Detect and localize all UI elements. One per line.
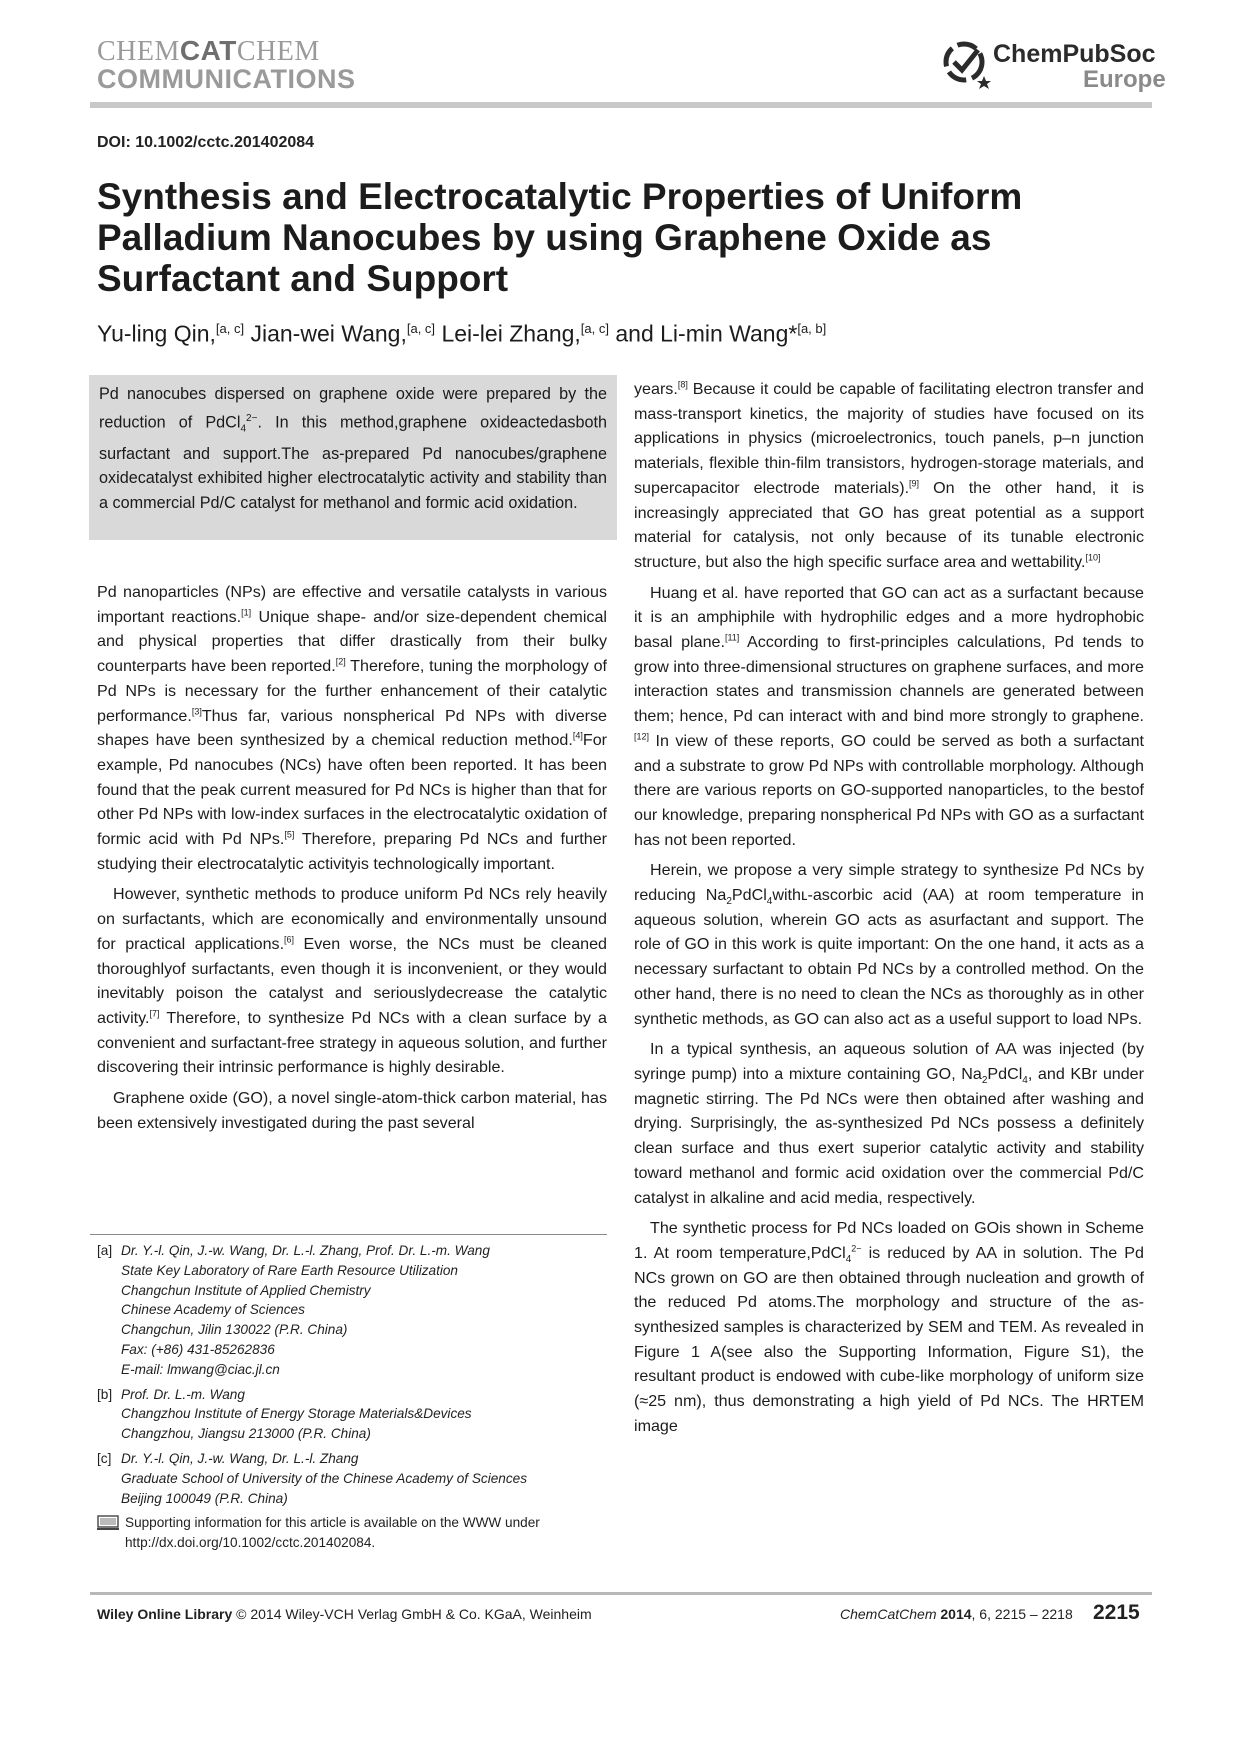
citation: [4] bbox=[572, 730, 583, 741]
supporting-information-note: Supporting information for this article is available on the WWW under http://dx.doi.org/10.1002/cctc.201402084. bbox=[97, 1513, 607, 1553]
page-number: 2215 bbox=[1093, 1601, 1140, 1624]
author-affiliation: [a, c] bbox=[406, 321, 436, 336]
journal-name: CHEMCATCHEM bbox=[97, 35, 320, 67]
chempubsoc-logo-icon bbox=[940, 38, 992, 90]
author-affiliation: [a, c] bbox=[580, 321, 609, 336]
right-column bbox=[634, 377, 1144, 1439]
author-name: Lei-lei Zhang, bbox=[441, 320, 581, 347]
citation: [2] bbox=[335, 656, 346, 667]
paragraph: However, synthetic methods to produce uniform Pd NCs rely heavily on surfactants, which are economically and environmentally unsound for practical applications.[6] Even worse, the NCs must be cleaned thoroughlyof surfactants, even though it is inconvenient, or they would inevitably poison the catalyst and seriouslydecrease the catalytic activity.[7] Therefore, to synthesize Pd NCs with a clean surface by a convenient and surfactant-free strategy in aqueous solution, and further discovering their intrinsic performance is highly desirable. bbox=[97, 885, 607, 1077]
citation: [6] bbox=[284, 934, 295, 945]
citation: [11] bbox=[724, 632, 740, 643]
footnote-key: [a] bbox=[97, 1243, 113, 1258]
paragraph: In a typical synthesis, an aqueous solution of AA was injected (by syringe pump) into a mixture containing GO, $Na_2PdCl_4$, and KBr under magnetic stirring. The Pd NCs were then obtained after washing and drying. Surprisingly, the as-synthesized Pd NCs possess a definitely clean surface and thus exert superior catalytic activity and stability toward methanol and formic acid oxidation over the commercial Pd/C catalyst in alkaline and acid media, respectively. bbox=[634, 1040, 1144, 1207]
wiley-online-library-link[interactable]: Wiley Online Library bbox=[97, 1606, 233, 1622]
paragraph: Herein, we propose a very simple strategy to synthesize Pd NCs by reducing $Na_2PdCl_4withʟ$-ascorbic acid (AA) at room temperature in aqueous solution, wherein GO acts as asurfactant and support. The role of GO in this work is quite important: On the one hand, it acts as a necessary surfactant to obtain Pd NCs by a controlled method. On the other hand, there is no need to clean the NCs as thoroughly as in other synthetic methods, as GO can also act as a useful support to load NPs. bbox=[634, 861, 1144, 1028]
author-affiliation: [a, b] bbox=[797, 321, 827, 336]
publisher-sub: Europe bbox=[1083, 66, 1166, 93]
footnote-rule bbox=[90, 1234, 607, 1235]
footnote-key: [c] bbox=[97, 1450, 112, 1466]
supporting-info-link[interactable]: http://dx.doi.org/10.1002/cctc.201402084. bbox=[125, 1535, 376, 1551]
citation: [10] bbox=[1085, 552, 1101, 563]
abstract-text: Pd nanocubes dispersed on graphene oxide were prepared by the reduction of PdCl$_4^{2-}$. In this method,graphene oxideactedasboth surfactant and support.The as-prepared Pd nanocubes/graphene oxidecatalyst exhibited higher electrocatalytic activity and stability than a commercial Pd/C catalyst for methanol and formic acid oxidation. bbox=[99, 385, 607, 512]
header-rule bbox=[90, 102, 1152, 108]
citation: [12] bbox=[634, 731, 650, 742]
author-list bbox=[97, 314, 826, 349]
paragraph: Huang et al. have reported that GO can act as a surfactant because it is an amphiphile with hydrophilic edges and a more hydrophobic basal plane.[11] According to first-principles calculations, Pd tends to grow into three-dimensional structures on graphene surfaces, and more interaction states and transmission channels are generated between them; hence, Pd can interact with and bind more strongly to graphene.[12] In view of these reports, GO could be served as both a surfactant and a substrate to grow Pd NPs with controllable morphology. Although there are various reports on GO-supported nanoparticles, to the bestof our knowledge, preparing nonspherical Pd NPs with GO as a surfactant has not been reported. bbox=[634, 583, 1144, 849]
left-column bbox=[97, 580, 607, 1135]
abstract-box bbox=[89, 375, 617, 540]
footnote: [c] Dr. Y.-l. Qin, J.-w. Wang, Dr. L.-l. Zhang Graduate School of University of the Chinese Academy of Sciences Beijing 100049 (P.R. China) bbox=[97, 1449, 607, 1508]
paragraph: years.[8] Because it could be capable of facilitating electron transfer and mass-transport kinetics, the majority of studies have focused on its applications in physics (microelectronics, touch panels, p–n junction materials, flexible thin-film transistors, hydrogen-storage materials, and supercapacitor electrode materials).[9] On the other hand, it is increasingly appreciated that GO has great potential as a support material for catalysis, not only because of its tunable electronic structure, but also the high specific surface area and wettability.[10] bbox=[634, 379, 1145, 571]
citation: [7] bbox=[149, 1008, 160, 1019]
footnote: [b] Prof. Dr. L.-m. Wang Changzhou Institute of Energy Storage Materials&Devices Changzhou, Jiangsu 213000 (P.R. China) bbox=[97, 1385, 607, 1444]
doi: DOI: 10.1002/cctc.201402084 bbox=[97, 134, 315, 151]
author-affiliation: [a, c] bbox=[215, 321, 245, 336]
footer-citation: ChemCatChem 2014, 6, 2215 – 2218 bbox=[840, 1606, 1073, 1622]
publisher-name: ChemPubSoc bbox=[993, 40, 1156, 68]
citation: [9] bbox=[909, 478, 920, 489]
computer-icon bbox=[97, 1515, 119, 1531]
citation: [3] bbox=[191, 706, 202, 717]
footnotes bbox=[97, 1241, 607, 1553]
author-name: and Li-min Wang* bbox=[615, 320, 798, 347]
article-title: Synthesis and Electrocatalytic Properties of Uniform Palladium Nanocubes by using Graphene Oxide as Surfactant and Support bbox=[97, 176, 1023, 299]
paragraph: Pd nanoparticles (NPs) are effective and versatile catalysts in various important reactions.[1] Unique shape- and/or size-dependent chemical and physical properties that differ drastically from their bulky counterparts have been reported.[2] Therefore, tuning the morphology of Pd NPs is necessary for the further enhancement of their catalytic performance.[3]Thus far, various nonspherical Pd NPs with diverse shapes have been synthesized by a chemical reduction method.[4]For example, Pd nanocubes (NCs) have often been reported. It has been found that the peak current measured for Pd NCs is higher than that for other Pd NPs with low-index surfaces in the electrocatalytic oxidation of formic acid with Pd NPs.[5] Therefore, preparing Pd NCs and further studying their electrocatalytic activityis technologically important. bbox=[97, 583, 607, 873]
citation: [8] bbox=[677, 379, 688, 390]
author-name: Jian-wei Wang, bbox=[250, 320, 407, 347]
footer-copyright: Wiley Online Library © 2014 Wiley-VCH Verlag GmbH & Co. KGaA, Weinheim bbox=[97, 1606, 592, 1622]
paragraph: The synthetic process for Pd NCs loaded on GOis shown in Scheme 1. At room temperature,PdCl$_4^{2-}$ is reduced by AA in solution. The Pd NCs grown on GO are then obtained through nucleation and growth of the reduced Pd atoms.The morphology and structure of the as-synthesized samples is characterized by SEM and TEM. As revealed in Figure 1 A(see also the Supporting Information, Figure S1), the resultant product is endowed with cube-like morphology of uniform size (≈25 nm), thus demonstrating a high yield of Pd NCs. The HRTEM image bbox=[634, 1219, 1144, 1435]
author-name: Yu-ling Qin, bbox=[97, 320, 216, 347]
citation: [5] bbox=[284, 829, 295, 840]
footer-rule bbox=[90, 1592, 1152, 1595]
footnote: [a] Dr. Y.-l. Qin, J.-w. Wang, Dr. L.-l. Zhang, Prof. Dr. L.-m. Wang State Key Laboratory of Rare Earth Resource Utilization Changchun Institute of Applied Chemistry Chinese Academy of Sciences Changchun, Jilin 130022 (P.R. China) Fax: (+86) 431-85262836 E-mail: lmwang@ciac.jl.cn bbox=[97, 1241, 607, 1380]
footnote-key: [b] bbox=[97, 1386, 113, 1402]
section-label: COMMUNICATIONS bbox=[97, 64, 356, 94]
paragraph: Graphene oxide (GO), a novel single-atom-thick carbon material, has been extensively investigated during the past several bbox=[97, 1089, 607, 1132]
citation: [1] bbox=[241, 607, 252, 618]
